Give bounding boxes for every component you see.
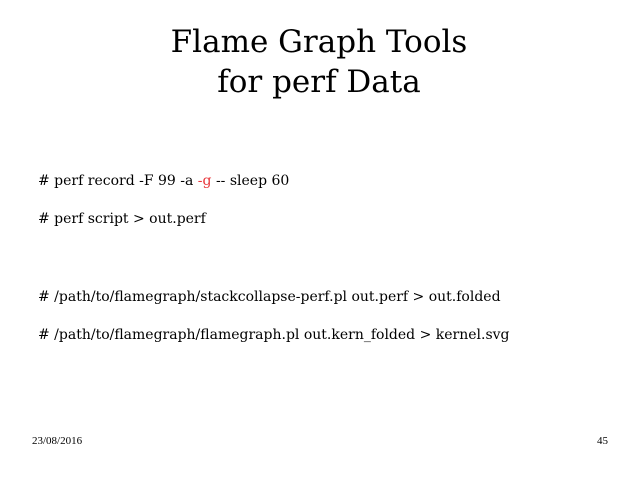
- command-stackcollapse: # /path/to/flamegraph/stackcollapse-perf.pl out.perf > out.folded: [38, 289, 501, 305]
- command-perf-record: [38, 172, 289, 190]
- command-perf-record-suffix: -- sleep 60: [211, 173, 290, 189]
- command-perf-record-prefix: # perf record -F 99 -a: [38, 173, 198, 189]
- slide-title-line-1: Flame Graph Tools: [170, 24, 468, 60]
- callgraph-flag-highlight: -g: [197, 173, 212, 189]
- footer-page-number: 45: [597, 435, 608, 447]
- slide-title-line-2: for perf Data: [217, 64, 421, 100]
- footer-date: 23/08/2016: [32, 435, 83, 447]
- command-perf-script: # perf script > out.perf: [38, 211, 206, 227]
- command-flamegraph: # /path/to/flamegraph/flamegraph.pl out.kern_folded > kernel.svg: [38, 327, 510, 343]
- slide-title: [0, 22, 638, 102]
